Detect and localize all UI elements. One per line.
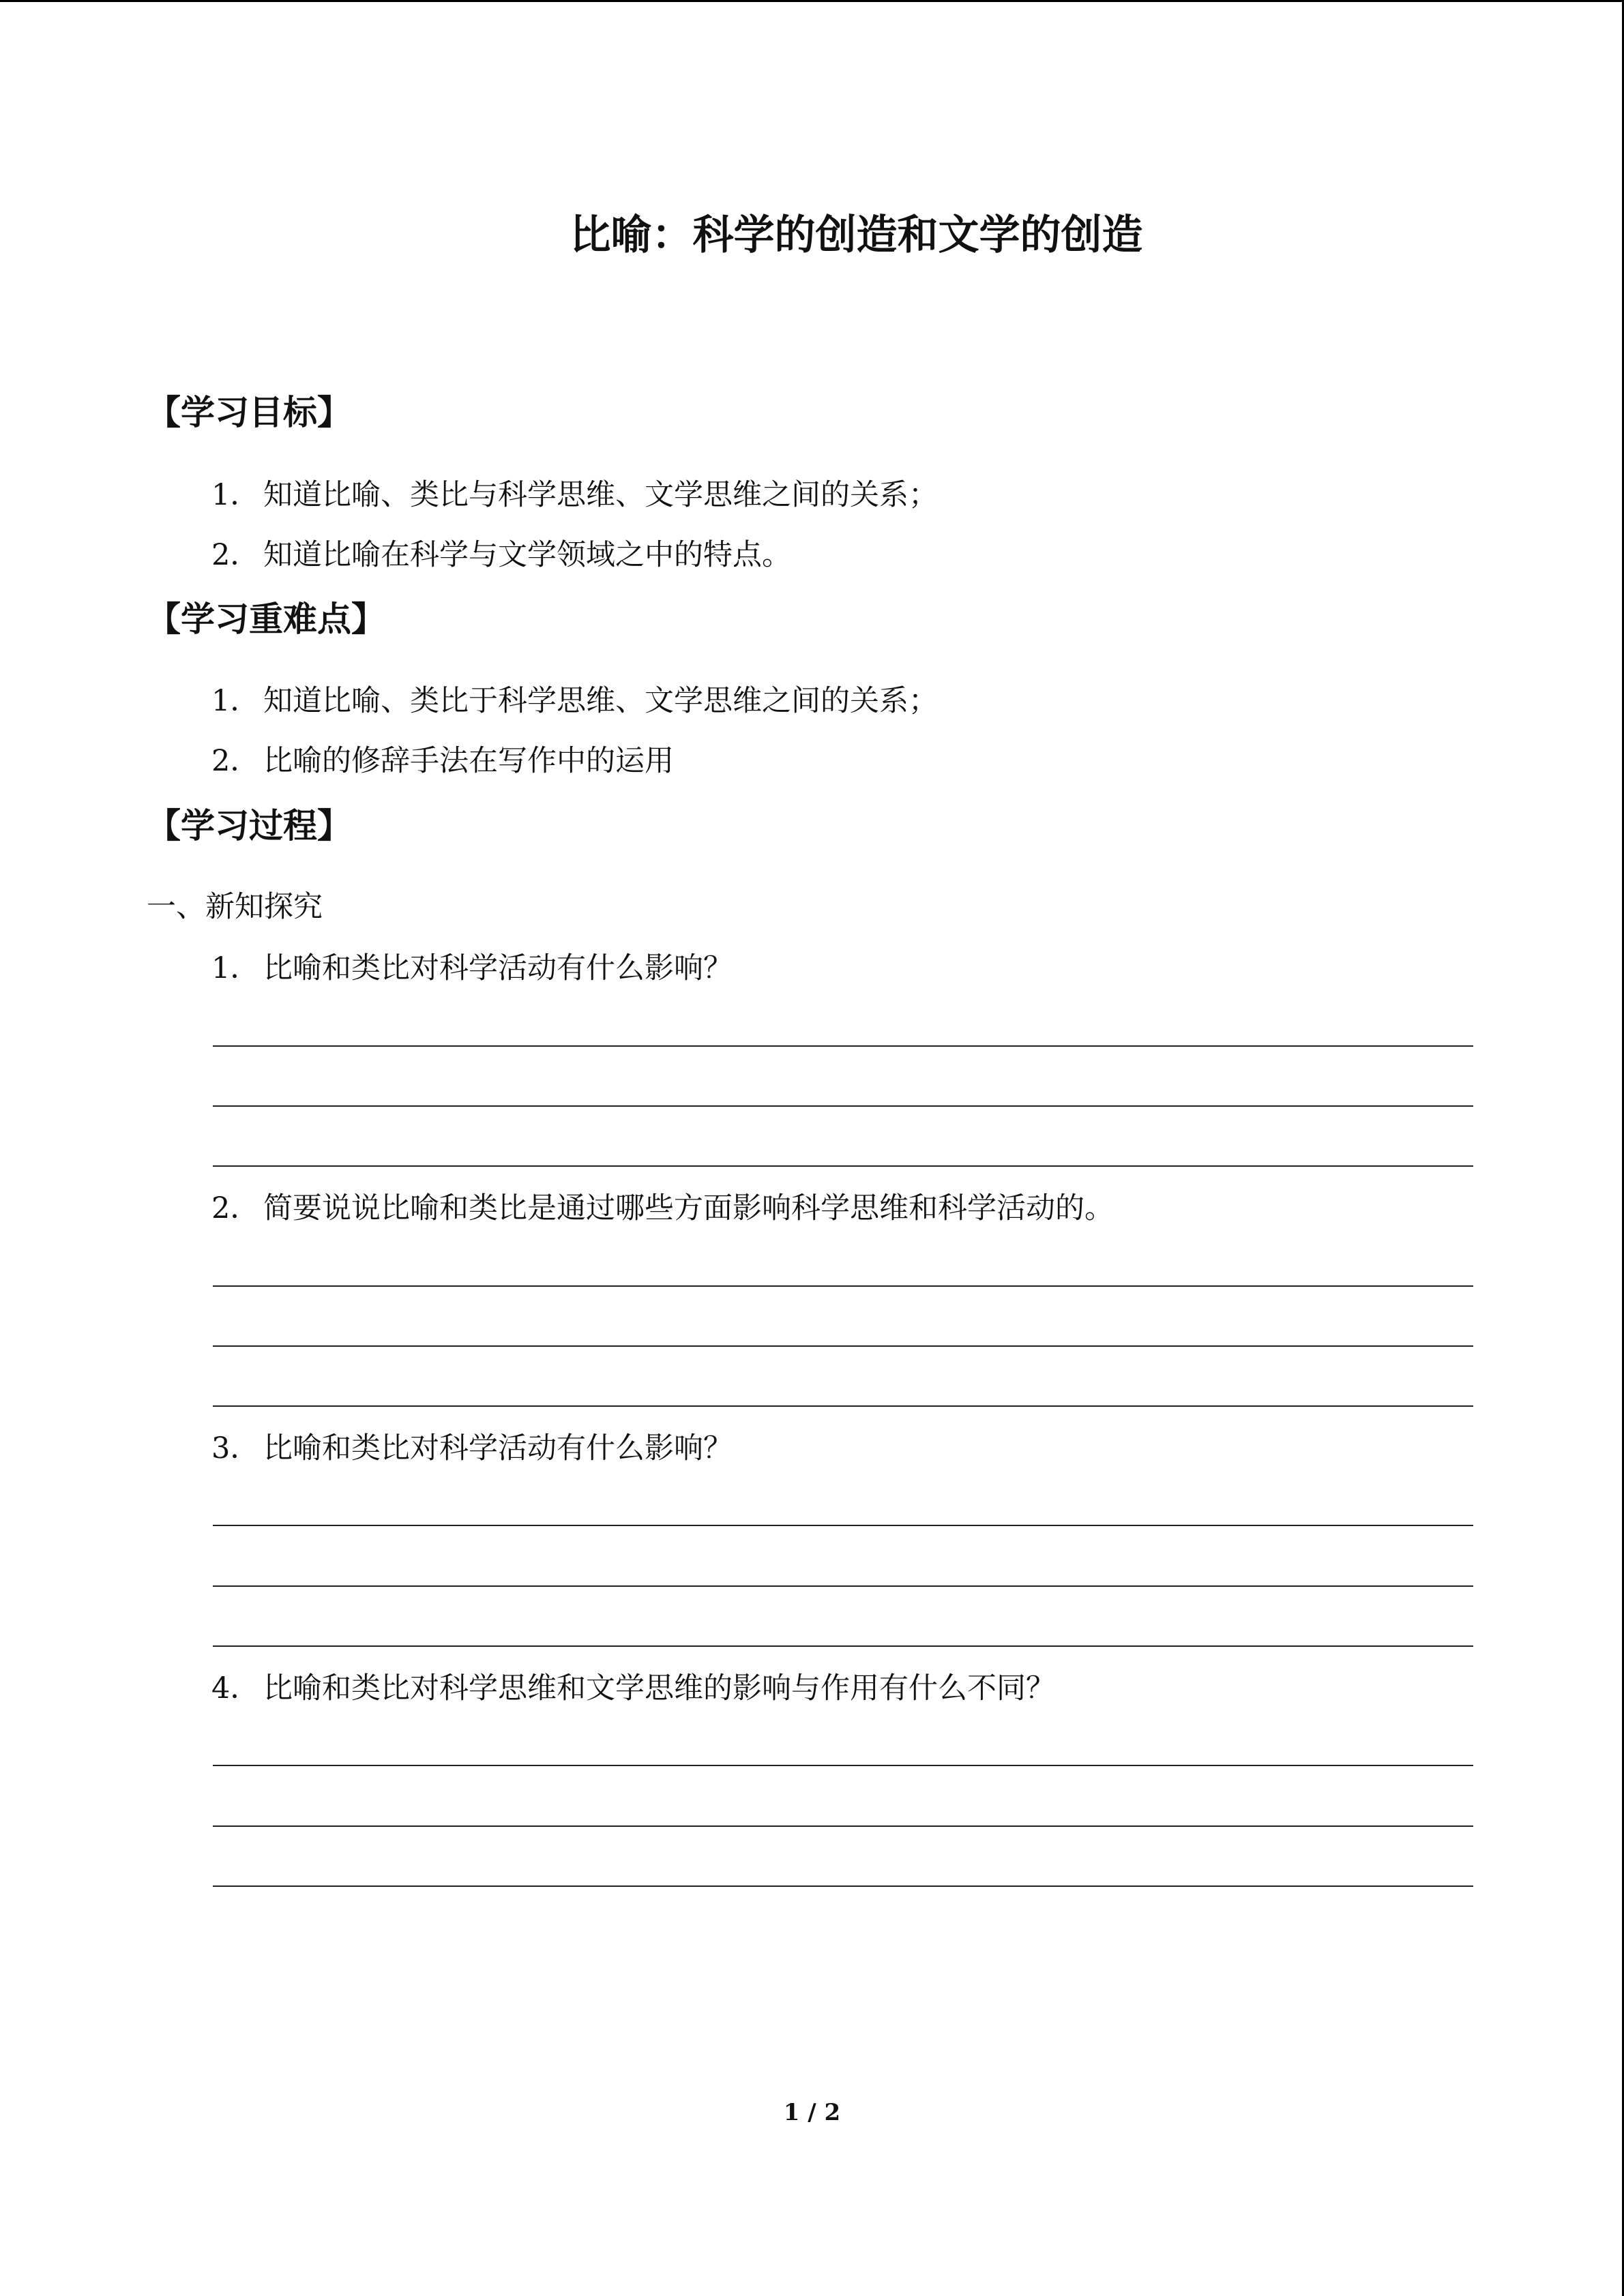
objective-item-1 xyxy=(211,475,938,516)
question-2 xyxy=(211,1188,1114,1229)
question-number: 3． xyxy=(211,1431,260,1465)
question-3 xyxy=(211,1428,733,1469)
section-heading-key-points: 【学习重难点】 xyxy=(147,599,385,639)
item-text: 知道比喻在科学与文学领域之中的特点。 xyxy=(263,538,791,572)
answer-line[interactable] xyxy=(213,1585,1473,1587)
answer-line[interactable] xyxy=(213,1825,1473,1827)
question-number: 1． xyxy=(211,951,260,985)
item-number: 1． xyxy=(211,684,260,718)
question-text: 简要说说比喻和类比是通过哪些方面影响科学思维和科学活动的。 xyxy=(263,1191,1114,1225)
section-heading-process: 【学习过程】 xyxy=(147,806,351,846)
answer-line[interactable] xyxy=(213,1645,1473,1647)
item-text: 比喻的修辞手法在写作中的运用 xyxy=(263,744,674,778)
key-point-item-2 xyxy=(211,741,674,781)
key-point-item-1 xyxy=(211,681,938,721)
answer-line[interactable] xyxy=(213,1345,1473,1347)
item-text: 知道比喻、类比与科学思维、文学思维之间的关系； xyxy=(263,478,938,512)
answer-line[interactable] xyxy=(213,1105,1473,1107)
section-heading-objectives: 【学习目标】 xyxy=(147,393,351,432)
item-number: 1． xyxy=(211,478,260,512)
answer-line[interactable] xyxy=(213,1045,1473,1047)
answer-line[interactable] xyxy=(213,1525,1473,1526)
objective-item-2 xyxy=(211,535,791,576)
question-4 xyxy=(211,1668,1055,1709)
subsection-heading: 一、新知探究 xyxy=(147,890,323,924)
question-text: 比喻和类比对科学活动有什么影响？ xyxy=(263,1431,733,1465)
answer-line[interactable] xyxy=(213,1765,1473,1766)
answer-line[interactable] xyxy=(213,1165,1473,1167)
question-text: 比喻和类比对科学活动有什么影响？ xyxy=(263,951,733,985)
question-number: 2． xyxy=(211,1191,260,1225)
question-text: 比喻和类比对科学思维和文学思维的影响与作用有什么不同？ xyxy=(263,1671,1055,1705)
item-number: 2． xyxy=(211,744,260,778)
item-number: 2． xyxy=(211,538,260,572)
question-1 xyxy=(211,948,733,989)
answer-line[interactable] xyxy=(213,1285,1473,1287)
page-number: 1 / 2 xyxy=(783,2099,841,2126)
answer-line[interactable] xyxy=(213,1405,1473,1407)
answer-line[interactable] xyxy=(213,1885,1473,1887)
question-number: 4． xyxy=(211,1671,260,1705)
item-text: 知道比喻、类比于科学思维、文学思维之间的关系； xyxy=(263,684,938,718)
document-title: 比喻：科学的创造和文学的创造 xyxy=(570,211,1143,259)
